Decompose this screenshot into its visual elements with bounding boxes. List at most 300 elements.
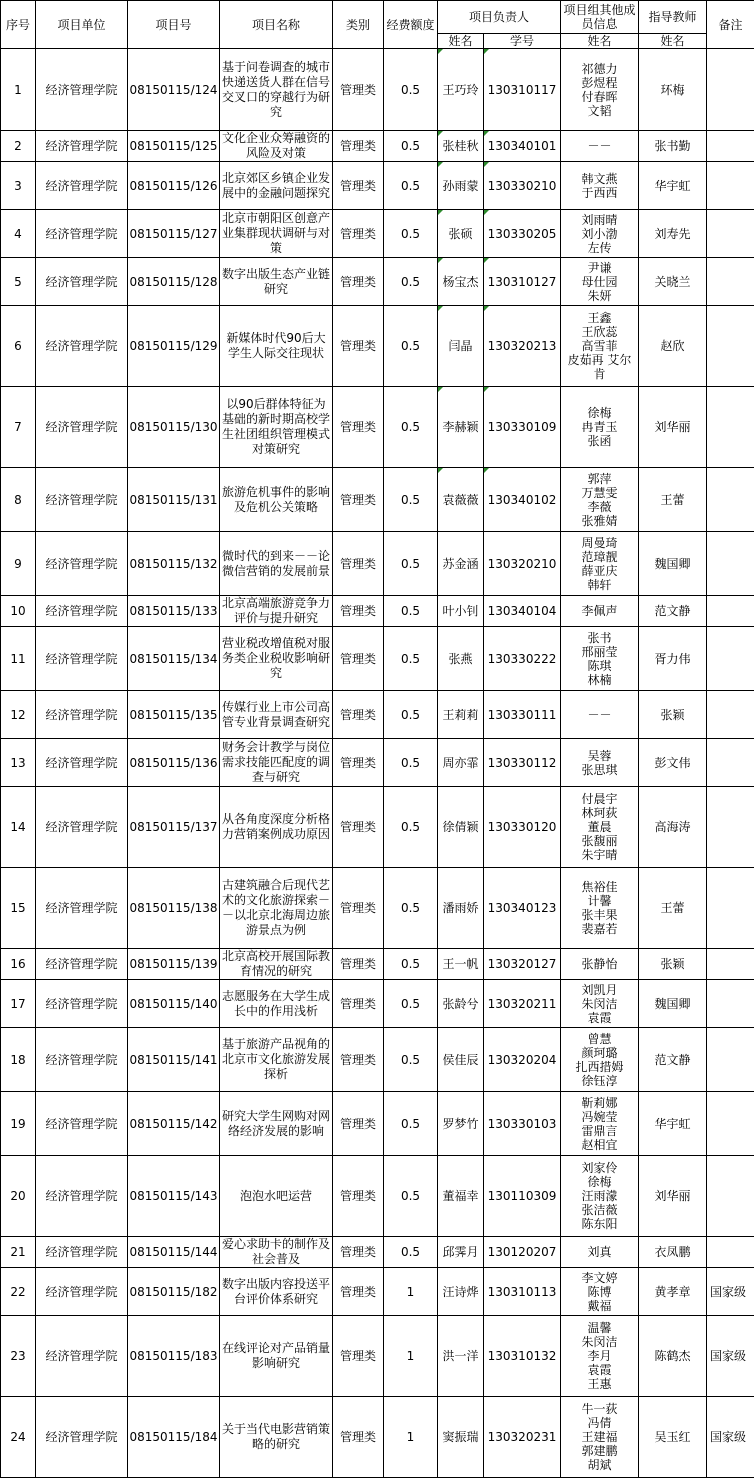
member-name: 张思琪 — [562, 763, 637, 777]
cell-project-name: 文化企业众筹融资的风险及对策 — [220, 131, 333, 162]
cell-leader-name: 张龄兮 — [438, 980, 484, 1028]
cell-leader-name: 杨宝杰 — [438, 258, 484, 306]
member-name: 刘凯月 — [562, 983, 637, 997]
cell-student-id: 130310127 — [484, 258, 561, 306]
table-row — [1, 627, 754, 691]
cell-remark: 国家级 — [707, 1397, 754, 1478]
cell-student-id: 130330112 — [484, 739, 561, 787]
cell-leader-name: 闫晶 — [438, 306, 484, 387]
table-row — [1, 258, 754, 306]
cell-seq: 17 — [1, 980, 36, 1028]
cell-seq: 21 — [1, 1237, 36, 1268]
cell-category: 管理类 — [333, 1237, 384, 1268]
table-row — [1, 1156, 754, 1237]
cell-code: 08150115/129 — [128, 306, 220, 387]
member-name: 刘雨晴 — [562, 213, 637, 227]
cell-leader-name: 董福幸 — [438, 1156, 484, 1237]
cell-leader-name: 张桂秋 — [438, 131, 484, 162]
member-name: 范璋靓 — [562, 550, 637, 564]
cell-seq: 1 — [1, 49, 36, 131]
member-name: 颜珂璐 — [562, 1046, 637, 1060]
cell-code: 08150115/137 — [128, 787, 220, 868]
cell-category: 管理类 — [333, 787, 384, 868]
cell-category: 管理类 — [333, 162, 384, 210]
cell-members — [561, 627, 639, 691]
cell-project-name: 关于当代电影营销策略的研究 — [220, 1397, 333, 1478]
cell-funding: 0.5 — [384, 306, 438, 387]
member-name: 付春晖 — [562, 90, 637, 104]
table-row — [1, 306, 754, 387]
cell-unit: 经济管理学院 — [36, 1028, 128, 1092]
cell-student-id: 130120207 — [484, 1237, 561, 1268]
member-name: 王建福 — [562, 1430, 637, 1444]
header-advisor: 指导教师 — [639, 1, 707, 34]
member-name: 左传 — [562, 241, 637, 255]
cell-code: 08150115/125 — [128, 131, 220, 162]
header-unit: 项目单位 — [36, 1, 128, 49]
table-row — [1, 1268, 754, 1316]
cell-funding: 0.5 — [384, 210, 438, 258]
table-row — [1, 1397, 754, 1478]
cell-code: 08150115/124 — [128, 49, 220, 131]
cell-remark — [707, 532, 754, 596]
cell-leader-name: 窦振瑞 — [438, 1397, 484, 1478]
member-name: 郭萍 — [562, 472, 637, 486]
cell-unit: 经济管理学院 — [36, 1092, 128, 1156]
member-name: 皮茹再 艾尔肯 — [562, 353, 637, 381]
cell-funding: 0.5 — [384, 1028, 438, 1092]
cell-project-name: 北京高端旅游竞争力评价与提升研究 — [220, 596, 333, 627]
cell-code: 08150115/138 — [128, 868, 220, 949]
cell-project-name: 古建筑融合后现代艺术的文化旅游探索－－以北京北海周边旅游景点为例 — [220, 868, 333, 949]
cell-project-name: 北京郊区乡镇企业发展中的金融问题探究 — [220, 162, 333, 210]
cell-advisor: 张书勤 — [639, 131, 707, 162]
cell-advisor: 王蕾 — [639, 468, 707, 532]
member-name: 李薇 — [562, 500, 637, 514]
table-row — [1, 1092, 754, 1156]
cell-advisor: 范文静 — [639, 1028, 707, 1092]
member-name: 王鑫 — [562, 311, 637, 325]
cell-student-id: 130320210 — [484, 532, 561, 596]
cell-remark — [707, 1028, 754, 1092]
cell-funding: 0.5 — [384, 532, 438, 596]
cell-funding: 0.5 — [384, 387, 438, 468]
cell-project-name: 新媒体时代90后大学生人际交往现状 — [220, 306, 333, 387]
cell-category: 管理类 — [333, 258, 384, 306]
cell-members — [561, 162, 639, 210]
cell-advisor: 刘华丽 — [639, 387, 707, 468]
cell-members — [561, 1028, 639, 1092]
cell-advisor: 彭文伟 — [639, 739, 707, 787]
cell-category: 管理类 — [333, 627, 384, 691]
cell-seq: 10 — [1, 596, 36, 627]
cell-student-id: 130320213 — [484, 306, 561, 387]
cell-student-id: 130340101 — [484, 131, 561, 162]
cell-unit: 经济管理学院 — [36, 1397, 128, 1478]
cell-leader-name: 侯佳辰 — [438, 1028, 484, 1092]
cell-members — [561, 787, 639, 868]
cell-seq: 2 — [1, 131, 36, 162]
member-name: 李佩声 — [562, 604, 637, 618]
cell-remark: 国家级 — [707, 1316, 754, 1397]
member-name: 徐梅 — [562, 1175, 637, 1189]
cell-code: 08150115/136 — [128, 739, 220, 787]
cell-student-id: 130320231 — [484, 1397, 561, 1478]
cell-funding: 0.5 — [384, 739, 438, 787]
cell-student-id: 130110309 — [484, 1156, 561, 1237]
header-advisor-name: 姓名 — [639, 34, 707, 49]
cell-funding: 0.5 — [384, 787, 438, 868]
cell-project-name: 基于问卷调查的城市快递送货人群在信号交叉口的穿越行为研究 — [220, 49, 333, 131]
cell-remark: 国家级 — [707, 1268, 754, 1316]
cell-project-name: 微时代的到来－－论微信营销的发展前景 — [220, 532, 333, 596]
cell-advisor: 魏国卿 — [639, 980, 707, 1028]
cell-advisor: 高海涛 — [639, 787, 707, 868]
cell-category: 管理类 — [333, 1397, 384, 1478]
cell-funding: 0.5 — [384, 691, 438, 739]
member-name: 靳莉娜 — [562, 1096, 637, 1110]
cell-funding: 0.5 — [384, 468, 438, 532]
table-row — [1, 532, 754, 596]
table-row — [1, 162, 754, 210]
cell-members — [561, 1092, 639, 1156]
header-code: 项目号 — [128, 1, 220, 49]
cell-category: 管理类 — [333, 1316, 384, 1397]
table-row — [1, 468, 754, 532]
cell-funding: 0.5 — [384, 162, 438, 210]
cell-category: 管理类 — [333, 596, 384, 627]
table-row — [1, 387, 754, 468]
cell-code: 08150115/132 — [128, 532, 220, 596]
cell-unit: 经济管理学院 — [36, 387, 128, 468]
cell-members — [561, 210, 639, 258]
member-name: 祁德力 — [562, 62, 637, 76]
member-name: 计馨 — [562, 894, 637, 908]
cell-leader-name: 周亦霏 — [438, 739, 484, 787]
table-header — [1, 1, 754, 49]
member-name: 李文婷 — [562, 1271, 637, 1285]
cell-members — [561, 131, 639, 162]
cell-remark — [707, 468, 754, 532]
member-name: 王惠 — [562, 1377, 637, 1391]
header-members-name: 姓名 — [561, 34, 639, 49]
cell-category: 管理类 — [333, 387, 384, 468]
cell-leader-name: 王巧玲 — [438, 49, 484, 131]
cell-members — [561, 1316, 639, 1397]
cell-funding: 0.5 — [384, 949, 438, 980]
header-name: 项目名称 — [220, 1, 333, 49]
cell-student-id: 130340102 — [484, 468, 561, 532]
member-name: 冉青玉 — [562, 420, 637, 434]
cell-category: 管理类 — [333, 468, 384, 532]
cell-seq: 24 — [1, 1397, 36, 1478]
cell-category: 管理类 — [333, 131, 384, 162]
cell-remark — [707, 627, 754, 691]
cell-project-name: 从各角度深度分析格力营销案例成功原因 — [220, 787, 333, 868]
member-name: 周曼琦 — [562, 536, 637, 550]
cell-student-id: 130320127 — [484, 949, 561, 980]
cell-code: 08150115/130 — [128, 387, 220, 468]
cell-remark — [707, 739, 754, 787]
cell-leader-name: 潘雨娇 — [438, 868, 484, 949]
cell-members — [561, 1268, 639, 1316]
cell-leader-name: 王一帆 — [438, 949, 484, 980]
cell-leader-name: 邱霁月 — [438, 1237, 484, 1268]
member-name: 万慧雯 — [562, 486, 637, 500]
cell-code: 08150115/142 — [128, 1092, 220, 1156]
cell-unit: 经济管理学院 — [36, 1316, 128, 1397]
cell-funding: 0.5 — [384, 1237, 438, 1268]
cell-code: 08150115/134 — [128, 627, 220, 691]
member-name: 张书 — [562, 631, 637, 645]
member-name: 胡斌 — [562, 1458, 637, 1472]
member-name: 韩文燕 — [562, 172, 637, 186]
cell-advisor: 刘华丽 — [639, 1156, 707, 1237]
member-name: 曾慧 — [562, 1032, 637, 1046]
member-name: 牛一荻 — [562, 1402, 637, 1416]
header-remark: 备注 — [707, 1, 754, 49]
cell-category: 管理类 — [333, 532, 384, 596]
cell-seq: 18 — [1, 1028, 36, 1092]
cell-remark — [707, 387, 754, 468]
member-name: 袁霞 — [562, 1011, 637, 1025]
member-name: 扎西措姆 — [562, 1060, 637, 1074]
cell-members — [561, 306, 639, 387]
cell-project-name: 数字出版生态产业链研究 — [220, 258, 333, 306]
cell-members — [561, 532, 639, 596]
cell-advisor: 环梅 — [639, 49, 707, 131]
cell-unit: 经济管理学院 — [36, 787, 128, 868]
member-name: 张静怡 — [562, 957, 637, 971]
cell-members — [561, 258, 639, 306]
table-row — [1, 949, 754, 980]
cell-funding: 1 — [384, 1397, 438, 1478]
cell-members — [561, 49, 639, 131]
cell-members — [561, 1156, 639, 1237]
member-name: 母仕园 — [562, 275, 637, 289]
table-row — [1, 1237, 754, 1268]
cell-remark — [707, 980, 754, 1028]
cell-leader-name: 孙雨蒙 — [438, 162, 484, 210]
table-row — [1, 210, 754, 258]
cell-remark — [707, 1237, 754, 1268]
cell-members — [561, 1237, 639, 1268]
cell-student-id: 130310132 — [484, 1316, 561, 1397]
cell-student-id: 130330111 — [484, 691, 561, 739]
member-name: 付晨宇 — [562, 792, 637, 806]
cell-advisor: 张颖 — [639, 949, 707, 980]
cell-remark — [707, 306, 754, 387]
cell-student-id: 130340104 — [484, 596, 561, 627]
cell-leader-name: 张燕 — [438, 627, 484, 691]
cell-remark — [707, 949, 754, 980]
cell-members — [561, 980, 639, 1028]
cell-student-id: 130330109 — [484, 387, 561, 468]
cell-project-name: 志愿服务在大学生成长中的作用浅析 — [220, 980, 333, 1028]
header-funding: 经费额度 — [384, 1, 438, 49]
cell-unit: 经济管理学院 — [36, 1237, 128, 1268]
cell-unit: 经济管理学院 — [36, 739, 128, 787]
cell-unit: 经济管理学院 — [36, 258, 128, 306]
cell-leader-name: 洪一洋 — [438, 1316, 484, 1397]
member-name: 韩轩 — [562, 578, 637, 592]
cell-unit: 经济管理学院 — [36, 210, 128, 258]
cell-project-name: 泡泡水吧运营 — [220, 1156, 333, 1237]
cell-seq: 15 — [1, 868, 36, 949]
cell-members — [561, 739, 639, 787]
table-row — [1, 1316, 754, 1397]
cell-funding: 0.5 — [384, 49, 438, 131]
member-name: 林楠 — [562, 673, 637, 687]
cell-unit: 经济管理学院 — [36, 627, 128, 691]
cell-project-name: 数字出版内容投送平台评价体系研究 — [220, 1268, 333, 1316]
cell-student-id: 130310117 — [484, 49, 561, 131]
member-name: 汪雨濛 — [562, 1189, 637, 1203]
table-row — [1, 1028, 754, 1092]
member-name: 朱宇晴 — [562, 848, 637, 862]
cell-funding: 0.5 — [384, 1092, 438, 1156]
cell-leader-name: 王莉莉 — [438, 691, 484, 739]
cell-remark — [707, 49, 754, 131]
cell-advisor: 范文静 — [639, 596, 707, 627]
cell-code: 08150115/139 — [128, 949, 220, 980]
cell-remark — [707, 258, 754, 306]
cell-seq: 6 — [1, 306, 36, 387]
member-name: 邢丽莹 — [562, 645, 637, 659]
member-name: 薛亚庆 — [562, 564, 637, 578]
table-row — [1, 691, 754, 739]
cell-seq: 12 — [1, 691, 36, 739]
member-name: 朱妍 — [562, 289, 637, 303]
member-name: 冯倩 — [562, 1416, 637, 1430]
member-name: 陈博 — [562, 1285, 637, 1299]
cell-advisor: 张颖 — [639, 691, 707, 739]
cell-advisor: 胥力伟 — [639, 627, 707, 691]
cell-student-id: 130330205 — [484, 210, 561, 258]
cell-code: 08150115/127 — [128, 210, 220, 258]
cell-funding: 1 — [384, 1316, 438, 1397]
cell-student-id: 130330210 — [484, 162, 561, 210]
cell-project-name: 北京高校开展国际教育情况的研究 — [220, 949, 333, 980]
cell-student-id: 130320204 — [484, 1028, 561, 1092]
cell-unit: 经济管理学院 — [36, 1268, 128, 1316]
cell-unit: 经济管理学院 — [36, 532, 128, 596]
cell-unit: 经济管理学院 — [36, 468, 128, 532]
cell-funding: 0.5 — [384, 131, 438, 162]
cell-student-id: 130330222 — [484, 627, 561, 691]
cell-category: 管理类 — [333, 306, 384, 387]
cell-unit: 经济管理学院 — [36, 868, 128, 949]
cell-advisor: 刘寿先 — [639, 210, 707, 258]
cell-members — [561, 596, 639, 627]
member-name: －－ — [562, 708, 637, 722]
cell-project-name: 研究大学生网购对网络经济发展的影响 — [220, 1092, 333, 1156]
cell-seq: 19 — [1, 1092, 36, 1156]
cell-code: 08150115/182 — [128, 1268, 220, 1316]
cell-seq: 4 — [1, 210, 36, 258]
cell-members — [561, 868, 639, 949]
cell-category: 管理类 — [333, 691, 384, 739]
table-row — [1, 787, 754, 868]
cell-leader-name: 苏金涵 — [438, 532, 484, 596]
cell-advisor: 吴玉红 — [639, 1397, 707, 1478]
member-name: 戴福 — [562, 1299, 637, 1313]
cell-code: 08150115/184 — [128, 1397, 220, 1478]
cell-seq: 9 — [1, 532, 36, 596]
member-name: 李月 — [562, 1349, 637, 1363]
cell-category: 管理类 — [333, 1156, 384, 1237]
cell-leader-name: 叶小钊 — [438, 596, 484, 627]
member-name: 张洁薇 — [562, 1203, 637, 1217]
cell-funding: 0.5 — [384, 1156, 438, 1237]
header-members: 项目组其他成员信息 — [561, 1, 639, 34]
cell-code: 08150115/131 — [128, 468, 220, 532]
cell-category: 管理类 — [333, 210, 384, 258]
cell-unit: 经济管理学院 — [36, 980, 128, 1028]
cell-project-name: 财务会计教学与岗位需求技能匹配度的调查与研究 — [220, 739, 333, 787]
table-row — [1, 739, 754, 787]
cell-category: 管理类 — [333, 1092, 384, 1156]
cell-seq: 3 — [1, 162, 36, 210]
cell-advisor: 华宇虹 — [639, 1092, 707, 1156]
member-name: 于西西 — [562, 186, 637, 200]
cell-category: 管理类 — [333, 949, 384, 980]
cell-advisor: 衣凤鹏 — [639, 1237, 707, 1268]
cell-project-name: 北京市朝阳区创意产业集群现状调研与对策 — [220, 210, 333, 258]
cell-code: 08150115/140 — [128, 980, 220, 1028]
cell-leader-name: 汪诗烨 — [438, 1268, 484, 1316]
cell-seq: 16 — [1, 949, 36, 980]
member-name: 郭建鹏 — [562, 1444, 637, 1458]
member-name: 徐钰淳 — [562, 1074, 637, 1088]
member-name: 高雪菲 — [562, 339, 637, 353]
table-row — [1, 49, 754, 131]
header-student-id: 学号 — [484, 34, 561, 49]
cell-members — [561, 949, 639, 980]
header-leader: 项目负责人 — [438, 1, 561, 34]
member-name: 张雅婧 — [562, 514, 637, 528]
cell-funding: 1 — [384, 1268, 438, 1316]
cell-advisor: 华宇虹 — [639, 162, 707, 210]
cell-category: 管理类 — [333, 980, 384, 1028]
table-row — [1, 868, 754, 949]
cell-leader-name: 袁薇薇 — [438, 468, 484, 532]
cell-code: 08150115/141 — [128, 1028, 220, 1092]
cell-funding: 0.5 — [384, 258, 438, 306]
cell-category: 管理类 — [333, 1268, 384, 1316]
cell-members — [561, 387, 639, 468]
cell-code: 08150115/133 — [128, 596, 220, 627]
cell-seq: 14 — [1, 787, 36, 868]
cell-funding: 0.5 — [384, 980, 438, 1028]
cell-student-id: 130320211 — [484, 980, 561, 1028]
header-leader-name: 姓名 — [438, 34, 484, 49]
cell-seq: 8 — [1, 468, 36, 532]
member-name: 吴蓉 — [562, 749, 637, 763]
cell-unit: 经济管理学院 — [36, 131, 128, 162]
cell-unit: 经济管理学院 — [36, 596, 128, 627]
cell-funding: 0.5 — [384, 627, 438, 691]
member-name: 陈琪 — [562, 659, 637, 673]
cell-category: 管理类 — [333, 1028, 384, 1092]
cell-project-name: 在线评论对产品销量影响研究 — [220, 1316, 333, 1397]
cell-leader-name: 罗梦竹 — [438, 1092, 484, 1156]
table-row — [1, 596, 754, 627]
cell-advisor: 关晓兰 — [639, 258, 707, 306]
cell-code: 08150115/183 — [128, 1316, 220, 1397]
cell-category: 管理类 — [333, 49, 384, 131]
cell-project-name: 旅游危机事件的影响及危机公关策略 — [220, 468, 333, 532]
